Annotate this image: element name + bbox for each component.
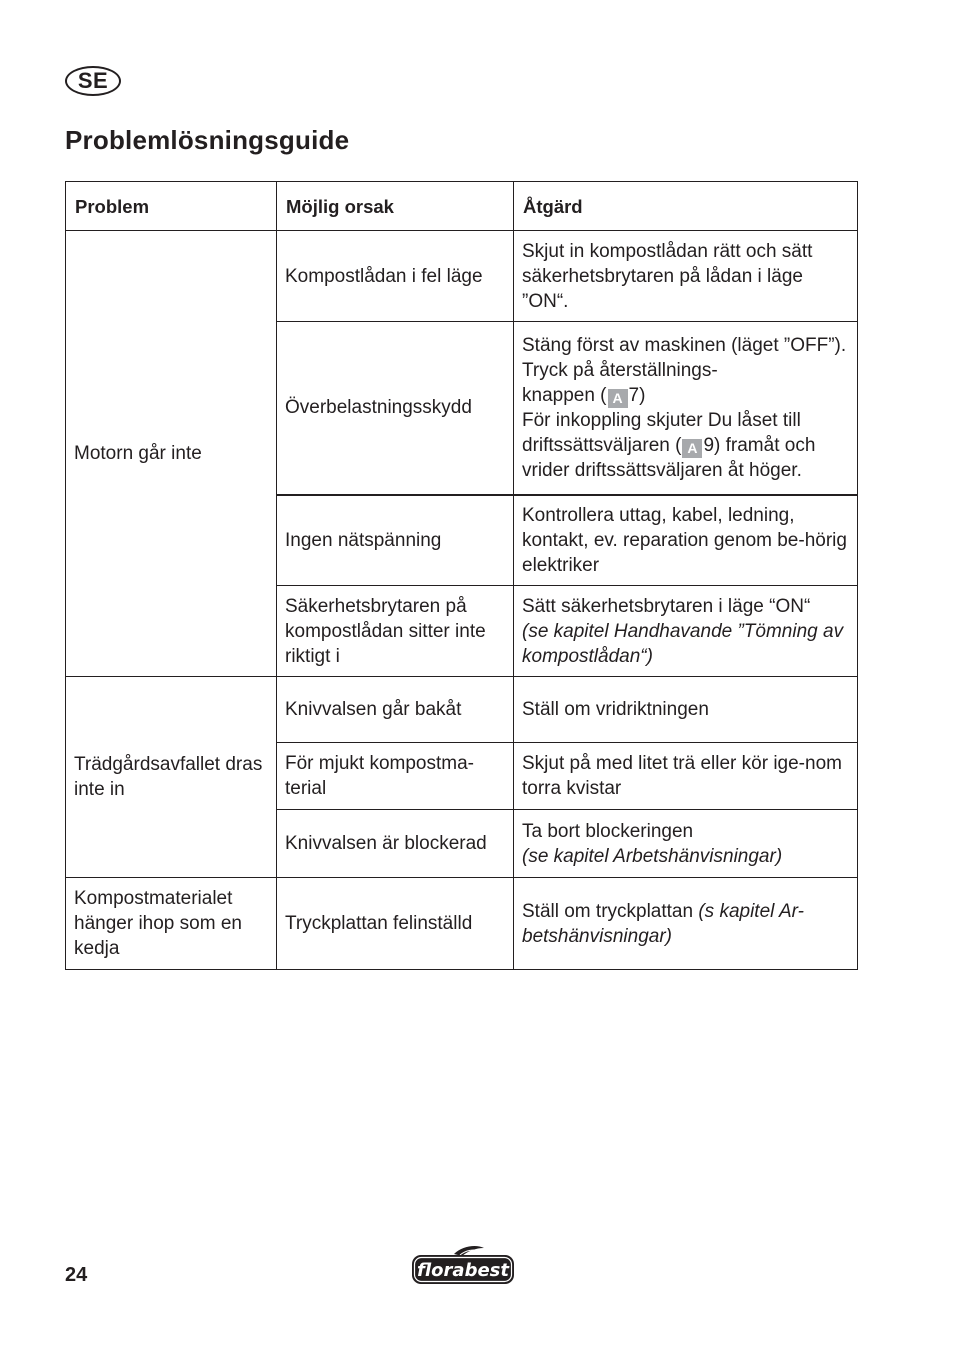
table-row bbox=[66, 231, 858, 322]
figure-a-reference-icon: A bbox=[608, 389, 628, 408]
header-action: Åtgärd bbox=[514, 182, 858, 231]
cause-cell: Ingen nätspänning bbox=[277, 495, 514, 586]
action-cell bbox=[514, 322, 858, 495]
table-header-row bbox=[66, 182, 858, 231]
action-cell: Skjut in kompostlådan rätt och sätt säkerhetsbrytaren på lådan i läge ”ON“. bbox=[514, 231, 858, 322]
action-text: knappen ( bbox=[522, 384, 607, 406]
action-text: driftssättsväljaren ( bbox=[522, 434, 682, 456]
header-problem: Problem bbox=[66, 182, 277, 231]
table-row bbox=[66, 677, 858, 743]
action-text: Stäng först av maskinen (läget ”OFF”). Tryck på återställnings- bbox=[522, 334, 847, 381]
cause-cell: Knivvalsen är blockerad bbox=[277, 810, 514, 878]
action-cell: Skjut på med litet trä eller kör ige-nom torra kvistar bbox=[514, 743, 858, 810]
action-note: (se kapitel Arbetshänvisningar) bbox=[522, 845, 783, 867]
action-text: Ställ om tryckplattan bbox=[522, 900, 699, 922]
language-badge: SE bbox=[65, 66, 121, 96]
action-cell bbox=[514, 810, 858, 878]
action-cell: Ställ om vridriktningen bbox=[514, 677, 858, 743]
cause-cell: Säkerhetsbrytaren på kompostlådan sitter inte riktigt i bbox=[277, 586, 514, 677]
action-note: (se kapitel Handhavande ”Tömning av kompostlådan“) bbox=[522, 620, 844, 667]
action-cell bbox=[514, 878, 858, 970]
action-text: För inkoppling skjuter Du låset till bbox=[522, 409, 801, 431]
action-text: 7) bbox=[628, 384, 646, 406]
page-number: 24 bbox=[65, 1264, 88, 1286]
cause-cell: Kompostlådan i fel läge bbox=[277, 231, 514, 322]
cause-cell: För mjukt kompostma-terial bbox=[277, 743, 514, 810]
header-cause: Möjlig orsak bbox=[277, 182, 514, 231]
table-row bbox=[66, 878, 858, 970]
page-title: Problemlösningsguide bbox=[65, 125, 350, 155]
troubleshooting-table bbox=[65, 181, 858, 970]
cause-cell: Tryckplattan felinställd bbox=[277, 878, 514, 970]
action-cell bbox=[514, 586, 858, 677]
problem-cell: Trädgårdsavfallet dras inte in bbox=[66, 677, 277, 878]
figure-a-reference-icon: A bbox=[682, 439, 702, 458]
problem-cell: Kompostmaterialet hänger ihop som en kedja bbox=[66, 878, 277, 970]
action-cell: Kontrollera uttag, kabel, ledning, kontakt, ev. reparation genom be-hörig elektriker bbox=[514, 495, 858, 586]
problem-cell: Motorn går inte bbox=[66, 231, 277, 677]
logo-text: florabest bbox=[417, 1260, 509, 1281]
cause-cell: Knivvalsen går bakåt bbox=[277, 677, 514, 743]
cause-cell: Överbelastningsskydd bbox=[277, 322, 514, 495]
action-text: Ta bort blockeringen bbox=[522, 820, 694, 842]
action-text: Sätt säkerhetsbrytaren i läge “ON“ bbox=[522, 595, 811, 617]
action-text: 9) framåt och bbox=[703, 434, 816, 456]
florabest-logo bbox=[410, 1244, 516, 1286]
action-note: (s kapitel Ar-betshänvisningar) bbox=[522, 900, 804, 947]
action-text: vrider driftssättsväljaren åt höger. bbox=[522, 459, 802, 481]
